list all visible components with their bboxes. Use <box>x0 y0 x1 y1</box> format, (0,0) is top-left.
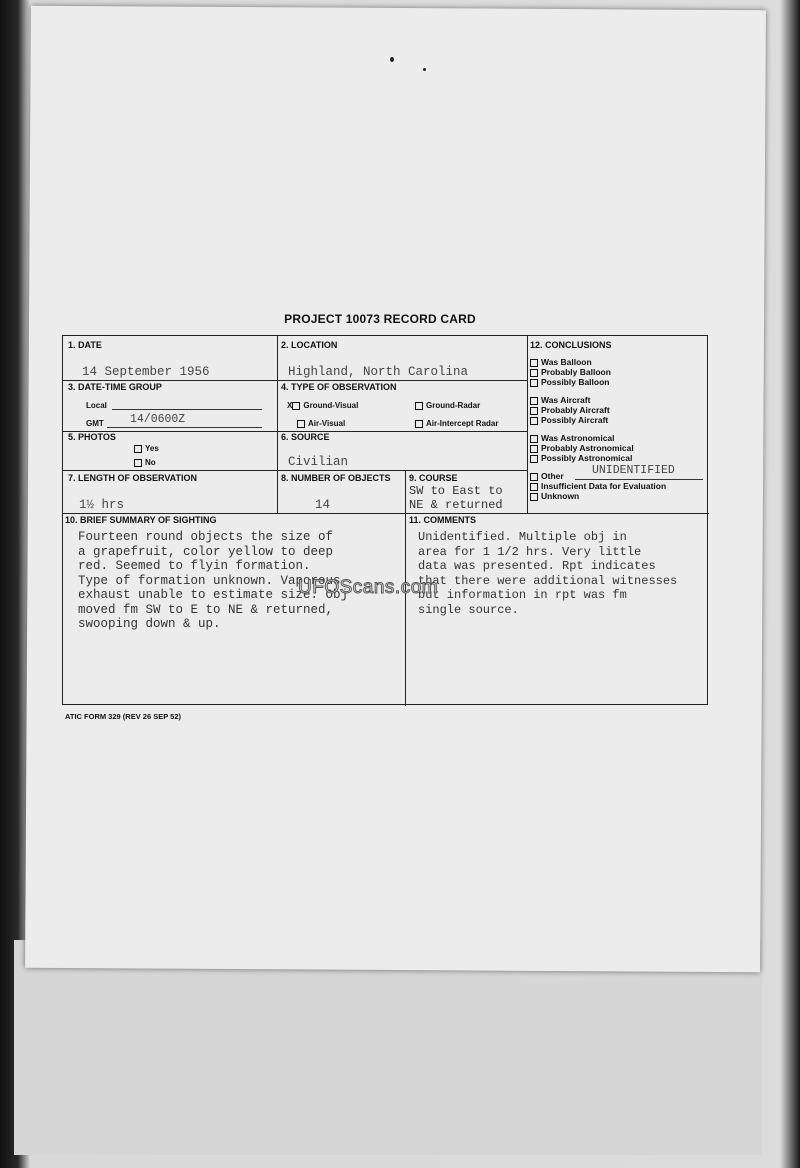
conclusion-possibly-balloon: Possibly Balloon <box>530 377 610 387</box>
gmt-underline <box>107 427 262 428</box>
conclusion-was-balloon: Was Balloon <box>530 357 592 367</box>
dust-speck <box>423 68 426 71</box>
summary-label: 10. BRIEF SUMMARY OF SIGHTING <box>65 515 217 525</box>
checkbox-icon <box>134 445 142 453</box>
source-value: Civilian <box>288 455 349 469</box>
length-value: 1½ hrs <box>79 498 125 512</box>
conclusion-unknown: Unknown <box>530 491 579 501</box>
dtg-label: 3. DATE-TIME GROUP <box>68 382 162 392</box>
gmt-label: GMT <box>86 419 104 428</box>
dust-speck <box>390 57 394 62</box>
summary-text: Fourteen round objects the size of a grapefruit, color yellow to deep red. Seemed to flyin formation. Type of formation unknown. Vaporous exhaust unable to estimate size. Obj moved fm SW to E to NE & returned, swooping down & up. <box>78 530 349 631</box>
date-label: 1. DATE <box>68 340 102 350</box>
watermark: UFOScans.com <box>298 577 439 598</box>
checkbox-icon <box>530 417 538 425</box>
num-objects-label: 8. NUMBER OF OBJECTS <box>281 473 391 483</box>
lower-sheet <box>14 940 762 1155</box>
checkbox-icon <box>530 473 538 481</box>
checkbox-icon <box>530 369 538 377</box>
num-objects-value: 14 <box>315 498 331 512</box>
grid-line <box>63 380 527 381</box>
air-intercept-option: Air-Intercept Radar <box>415 419 498 428</box>
checkbox-icon <box>530 397 538 405</box>
grid-line <box>405 470 406 513</box>
checkbox-icon <box>530 455 538 463</box>
comments-text: Unidentified. Multiple obj in area for 1 1/2 hrs. Very little data was presented. Rpt indicates that there were additional witnesses but information in rpt was fm single source. <box>418 530 678 617</box>
checkbox-icon <box>415 420 423 428</box>
conclusion-was-astronomical: Was Astronomical <box>530 433 615 443</box>
conclusion-possibly-astronomical: Possibly Astronomical <box>530 453 632 463</box>
source-label: 6. SOURCE <box>281 432 330 442</box>
card-title: PROJECT 10073 RECORD CARD <box>284 312 476 326</box>
conclusion-probably-astronomical: Probably Astronomical <box>530 443 634 453</box>
grid-line <box>63 513 709 514</box>
conclusion-was-aircraft: Was Aircraft <box>530 395 590 405</box>
type-obs-label: 4. TYPE OF OBSERVATION <box>281 382 397 392</box>
air-visual-option: Air-Visual <box>297 419 345 428</box>
checkbox-icon <box>415 402 423 410</box>
length-label: 7. LENGTH OF OBSERVATION <box>68 473 198 483</box>
grid-line <box>277 336 278 513</box>
grid-line <box>405 513 406 706</box>
comments-label: 11. COMMENTS <box>409 515 477 525</box>
grid-line <box>527 336 528 513</box>
checkbox-icon <box>530 407 538 415</box>
checkbox-icon <box>292 402 300 410</box>
checkbox-icon <box>530 435 538 443</box>
conclusion-possibly-aircraft: Possibly Aircraft <box>530 415 608 425</box>
checkbox-icon <box>530 379 538 387</box>
checkbox-icon <box>530 445 538 453</box>
checkbox-icon <box>134 459 142 467</box>
course-label: 9. COURSE <box>409 473 458 483</box>
conclusions-label: 12. CONCLUSIONS <box>530 340 612 350</box>
photos-no: No <box>134 458 156 467</box>
course-value: SW to East to NE & returned <box>409 484 503 512</box>
ground-visual-option: X Ground-Visual <box>287 401 359 410</box>
conclusion-probably-balloon: Probably Balloon <box>530 367 611 377</box>
conclusion-other: Other <box>530 471 564 481</box>
conclusion-other-value: UNIDENTIFIED <box>592 464 675 477</box>
location-label: 2. LOCATION <box>281 340 338 350</box>
form-number: ATIC FORM 329 (REV 26 SEP 52) <box>65 712 182 721</box>
checkbox-icon <box>530 493 538 501</box>
gmt-value: 14/0600Z <box>130 413 186 426</box>
ground-radar-option: Ground-Radar <box>415 401 480 410</box>
checkbox-icon <box>530 483 538 491</box>
location-value: Highland, North Carolina <box>288 365 469 379</box>
photos-yes: Yes <box>134 444 159 453</box>
local-underline <box>112 409 262 410</box>
date-value: 14 September 1956 <box>82 365 210 379</box>
conclusion-probably-aircraft: Probably Aircraft <box>530 405 610 415</box>
photos-label: 5. PHOTOS <box>68 432 116 442</box>
other-underline <box>575 479 703 480</box>
local-label: Local <box>86 401 107 410</box>
checkbox-icon <box>530 359 538 367</box>
checked-mark: X <box>287 401 293 410</box>
checkbox-icon <box>297 420 305 428</box>
conclusion-insufficient-data: Insufficient Data for Evaluation <box>530 481 666 491</box>
grid-line <box>63 470 527 471</box>
